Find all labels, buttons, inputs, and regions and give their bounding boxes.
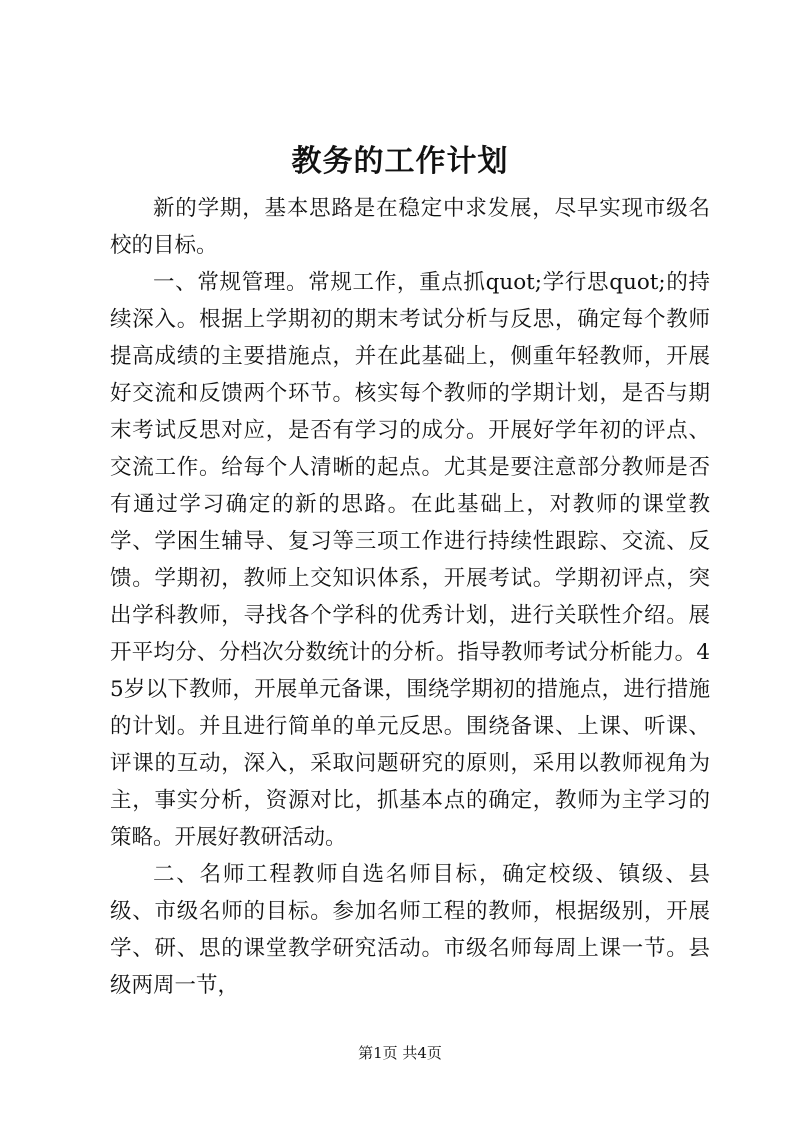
page-number-footer: 第1页 共4页 [358,1044,442,1062]
paragraph-famous-teacher-project: 二、名师工程教师自选名师目标，确定校级、镇级、县级、市级名师的目标。参加名师工程的教师，根据级别，开展学、研、思的课堂教学研究活动。市级名师每周上课一节。县级两周一节， [110,862,710,998]
document-title: 教务的工作计划 [291,144,509,179]
document-body [110,190,710,1004]
paragraph-intro: 新的学期，基本思路是在稳定中求发展，尽早实现市级名校的目标。 [110,196,710,258]
paragraph-routine-management: 一、常规管理。常规工作，重点抓quot;学行思quot;的持续深入。根据上学期初的期末考试分析与反思，确定每个教师提高成绩的主要措施点，并在此基础上，侧重年轻教师，开展好交流和反馈两个环节。核实每个教师的学期计划，是否与期末考试反思对应，是否有学习的成分。开展好学年初的评点、交流工作。给每个人清晰的起点。尤其是要注意部分教师是否有通过学习确定的新的思路。在此基础上，对教师的课堂教学、学困生辅导、复习等三项工作进行持续性跟踪、交流、反馈。学期初，教师上交知识体系，开展考试。学期初评点，突出学科教师，寻找各个学科的优秀计划，进行关联性介绍。展开平均分、分档次分数统计的分析。指导教师考试分析能力。45岁以下教师，开展单元备课，围绕学期初的措施点，进行措施的计划。并且进行简单的单元反思。围绕备课、上课、听课、评课的互动，深入，采取问题研究的原则，采用以教师视角为主，事实分析，资源对比，抓基本点的确定，教师为主学习的策略。开展好教研活动。 [110,270,710,850]
